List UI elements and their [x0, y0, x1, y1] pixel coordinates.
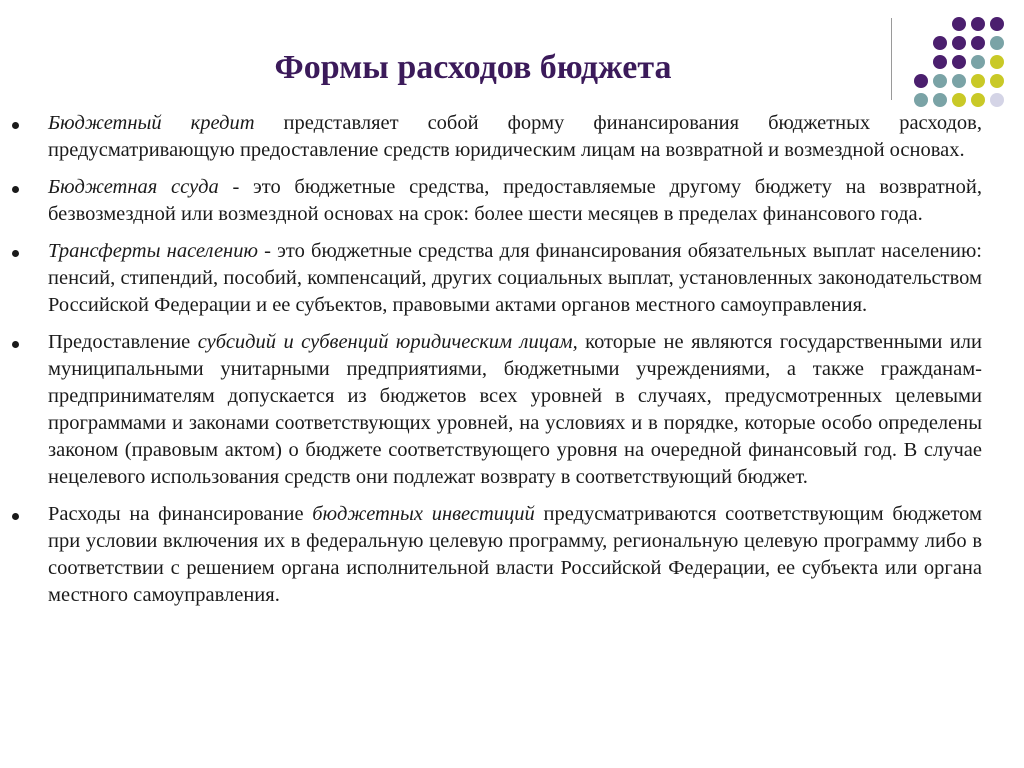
- bullet-term: субсидий и субвенций юридическим лицам,: [197, 331, 578, 353]
- decorative-dot: [952, 55, 966, 69]
- decorative-dot: [952, 93, 966, 107]
- bullet-item: [12, 501, 982, 609]
- decorative-dot: [952, 17, 966, 31]
- bullet-text-before: Предоставление: [48, 331, 198, 353]
- decorative-dot-grid: [0, 0, 1024, 110]
- decorative-dot: [971, 74, 985, 88]
- bullet-term: Бюджетный кредит: [48, 112, 255, 134]
- bullet-text-after: предусматриваются соответствующим бюджетом при условии включения их в федеральную целевую программу, региональную целевую программу либо в соответствии с решением органа исполнительной власти Российской Федерации, ее субъекта или органа местного самоуправления.: [48, 503, 982, 606]
- bullet-text-after: - это бюджетные средства для финансирования обязательных выплат населению: пенсий, стипендий, пособий, компенсаций, других социальных выплат, установленных законодательством Российской Федерации и ее субъектов, правовыми актами органов местного самоуправления.: [48, 240, 982, 316]
- decorative-dot: [971, 17, 985, 31]
- decorative-dot: [914, 93, 928, 107]
- decorative-dot: [990, 74, 1004, 88]
- decorative-dot: [933, 36, 947, 50]
- decorative-dot: [952, 36, 966, 50]
- bullet-text-after: которые не являются государственными или муниципальными унитарными предприятиями, бюджетными учреждениями, а также гражданам-предпринимателям допускается из бюджетов всех уровней в случаях, предусмотренных целевыми программами и законами соответствующих уровней, на условиях и в порядке, которые особо определены законом (правовым актом) о бюджете соответствующего уровня на очередной финансовый год. В случае нецелевого использования средств они подлежат возврату в соответствующий бюджет.: [48, 331, 983, 488]
- decorative-dot: [933, 55, 947, 69]
- bullet-item: [12, 174, 982, 228]
- bullet-item: [12, 238, 982, 319]
- decorative-dot: [933, 93, 947, 107]
- bullet-item: [12, 110, 982, 164]
- decorative-dot: [933, 74, 947, 88]
- bullet-list: [12, 110, 982, 619]
- bullet-text-after: представляет собой форму финансирования бюджетных расходов, предусматривающую предоставление средств юридическим лицам на возвратной и возмездной основах.: [48, 112, 982, 161]
- bullet-term: бюджетных инвестиций: [312, 503, 535, 525]
- bullet-text-before: Расходы на финансирование: [48, 503, 313, 525]
- bullet-term: Бюджетная ссуда: [48, 176, 219, 198]
- decorative-dot: [914, 74, 928, 88]
- decorative-dot: [971, 55, 985, 69]
- decorative-dot: [990, 55, 1004, 69]
- bullet-term: Трансферты населению: [48, 240, 258, 262]
- decorative-dot: [990, 36, 1004, 50]
- decorative-dot: [971, 93, 985, 107]
- decorative-dot: [990, 93, 1004, 107]
- decorative-dot: [952, 74, 966, 88]
- decorative-dot: [971, 36, 985, 50]
- bullet-text-after: - это бюджетные средства, предоставляемые другому бюджету на возвратной, безвозмездной или возмездной основах на срок: более шести месяцев в пределах финансового года.: [48, 176, 983, 225]
- decorative-dot: [990, 17, 1004, 31]
- slide-title: Формы расходов бюджета: [274, 49, 672, 86]
- bullet-item: [12, 329, 982, 491]
